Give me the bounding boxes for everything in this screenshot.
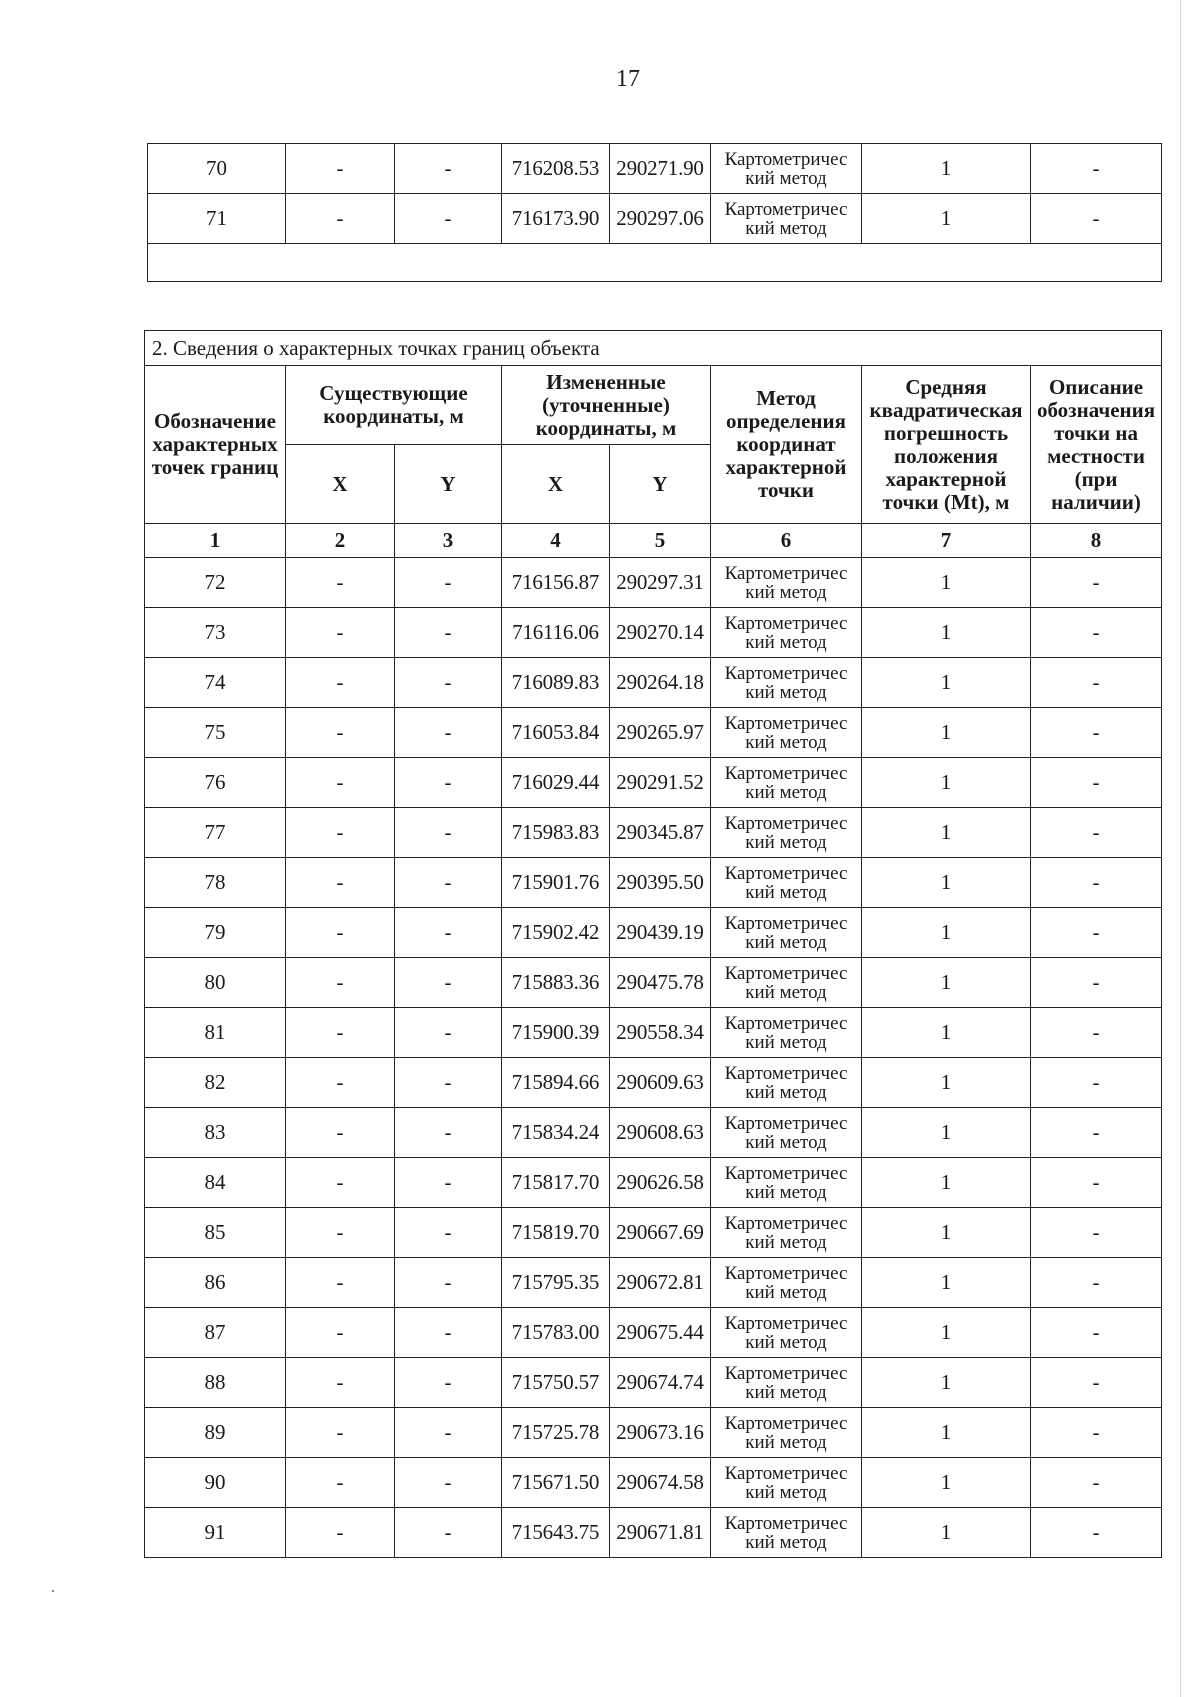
coord-x-cell: 716116.06	[502, 608, 610, 658]
description-cell: -	[1031, 1408, 1162, 1458]
table-row	[145, 958, 1162, 1008]
coord-x-cell: 716029.44	[502, 758, 610, 808]
point-number-cell: 74	[145, 658, 286, 708]
method-cell: Картометричес кий метод	[711, 808, 862, 858]
coord-x-cell: 715902.42	[502, 908, 610, 958]
header-method: Метод определения координат характерной точки	[711, 366, 862, 524]
table-row	[145, 1308, 1162, 1358]
coord-x-cell: 716053.84	[502, 708, 610, 758]
continuation-table	[147, 143, 1162, 282]
point-number-cell: 87	[145, 1308, 286, 1358]
existing-x-cell: -	[286, 194, 395, 244]
point-number-cell: 86	[145, 1258, 286, 1308]
table-row	[145, 908, 1162, 958]
table-row	[145, 1408, 1162, 1458]
coord-x-cell: 716089.83	[502, 658, 610, 708]
point-number-cell: 72	[145, 558, 286, 608]
table-row	[145, 1508, 1162, 1558]
header-description: Описание обозначения точки на местности (при наличии)	[1031, 366, 1162, 524]
column-number: 3	[395, 524, 502, 558]
point-number-cell: 73	[145, 608, 286, 658]
existing-x-cell: -	[286, 1508, 395, 1558]
existing-y-cell: -	[395, 1108, 502, 1158]
mean-error-cell: 1	[862, 1258, 1031, 1308]
coord-y-cell: 290558.34	[610, 1008, 711, 1058]
coord-x-cell: 715983.83	[502, 808, 610, 858]
scan-speck	[52, 1590, 54, 1592]
coord-x-cell: 715819.70	[502, 1208, 610, 1258]
description-cell: -	[1031, 708, 1162, 758]
scan-edge-line	[1180, 0, 1181, 1697]
coord-x-cell: 716156.87	[502, 558, 610, 608]
coord-y-cell: 290264.18	[610, 658, 711, 708]
method-cell: Картометричес кий метод	[711, 1258, 862, 1308]
header-point-designation: Обозначение характерных точек границ	[145, 366, 286, 524]
point-number-cell: 89	[145, 1408, 286, 1458]
existing-x-cell: -	[286, 144, 395, 194]
coord-y-cell: 290674.58	[610, 1458, 711, 1508]
point-number-cell: 78	[145, 858, 286, 908]
table-row	[145, 1208, 1162, 1258]
point-number-cell: 75	[145, 708, 286, 758]
point-number-cell: 84	[145, 1158, 286, 1208]
coord-y-cell: 290673.16	[610, 1408, 711, 1458]
method-cell: Картометричес кий метод	[711, 1208, 862, 1258]
existing-y-cell: -	[395, 1008, 502, 1058]
column-number: 6	[711, 524, 862, 558]
existing-x-cell: -	[286, 1408, 395, 1458]
point-number-cell: 85	[145, 1208, 286, 1258]
coord-x-cell: 715725.78	[502, 1408, 610, 1458]
column-number: 1	[145, 524, 286, 558]
point-number-cell: 80	[145, 958, 286, 1008]
mean-error-cell: 1	[862, 1208, 1031, 1258]
existing-x-cell: -	[286, 608, 395, 658]
point-number-cell: 91	[145, 1508, 286, 1558]
mean-error-cell: 1	[862, 758, 1031, 808]
coord-y-cell: 290608.63	[610, 1108, 711, 1158]
mean-error-cell: 1	[862, 858, 1031, 908]
existing-y-cell: -	[395, 1058, 502, 1108]
description-cell: -	[1031, 1508, 1162, 1558]
existing-y-cell: -	[395, 1408, 502, 1458]
coord-x-cell: 716173.90	[502, 194, 610, 244]
header-changed-y: Y	[610, 445, 711, 524]
existing-x-cell: -	[286, 658, 395, 708]
existing-y-cell: -	[395, 1508, 502, 1558]
method-cell: Картометричес кий метод	[711, 1508, 862, 1558]
existing-x-cell: -	[286, 558, 395, 608]
boundary-points-body	[145, 558, 1162, 1558]
coord-y-cell: 290475.78	[610, 958, 711, 1008]
description-cell: -	[1031, 1308, 1162, 1358]
existing-y-cell: -	[395, 808, 502, 858]
existing-x-cell: -	[286, 808, 395, 858]
coord-x-cell: 715901.76	[502, 858, 610, 908]
method-cell: Картометричес кий метод	[711, 658, 862, 708]
table-row	[145, 608, 1162, 658]
mean-error-cell: 1	[862, 708, 1031, 758]
column-number: 7	[862, 524, 1031, 558]
existing-y-cell: -	[395, 608, 502, 658]
existing-y-cell: -	[395, 1158, 502, 1208]
header-existing-coords: Существующие координаты, м	[286, 366, 502, 445]
point-number-cell: 81	[145, 1008, 286, 1058]
mean-error-cell: 1	[862, 1058, 1031, 1108]
method-cell: Картометричес кий метод	[711, 1008, 862, 1058]
coord-y-cell: 290297.06	[610, 194, 711, 244]
table-row	[145, 658, 1162, 708]
method-cell: Картометричес кий метод	[711, 194, 862, 244]
coord-y-cell: 290270.14	[610, 608, 711, 658]
mean-error-cell: 1	[862, 658, 1031, 708]
method-cell: Картометричес кий метод	[711, 144, 862, 194]
existing-x-cell: -	[286, 858, 395, 908]
point-number-cell: 77	[145, 808, 286, 858]
table-row	[145, 1258, 1162, 1308]
coord-y-cell: 290626.58	[610, 1158, 711, 1208]
description-cell: -	[1031, 1258, 1162, 1308]
description-cell: -	[1031, 1058, 1162, 1108]
existing-y-cell: -	[395, 1308, 502, 1358]
mean-error-cell: 1	[862, 808, 1031, 858]
method-cell: Картометричес кий метод	[711, 1458, 862, 1508]
table-row	[145, 858, 1162, 908]
boundary-points-table	[144, 330, 1162, 1558]
existing-y-cell: -	[395, 658, 502, 708]
mean-error-cell: 1	[862, 558, 1031, 608]
existing-y-cell: -	[395, 1258, 502, 1308]
description-cell: -	[1031, 1108, 1162, 1158]
existing-x-cell: -	[286, 1208, 395, 1258]
coord-x-cell: 715783.00	[502, 1308, 610, 1358]
existing-x-cell: -	[286, 1108, 395, 1158]
mean-error-cell: 1	[862, 1308, 1031, 1358]
coord-x-cell: 715643.75	[502, 1508, 610, 1558]
coord-x-cell: 715900.39	[502, 1008, 610, 1058]
coord-y-cell: 290439.19	[610, 908, 711, 958]
point-number-cell: 71	[148, 194, 286, 244]
header-mean-error: Средняя квадратическая погрешность положения характерной точки (Mt), м	[862, 366, 1031, 524]
description-cell: -	[1031, 144, 1162, 194]
method-cell: Картометричес кий метод	[711, 758, 862, 808]
header-existing-y: Y	[395, 445, 502, 524]
mean-error-cell: 1	[862, 1158, 1031, 1208]
method-cell: Картометричес кий метод	[711, 908, 862, 958]
table-row	[145, 1158, 1162, 1208]
point-number-cell: 88	[145, 1358, 286, 1408]
description-cell: -	[1031, 858, 1162, 908]
existing-y-cell: -	[395, 1458, 502, 1508]
existing-x-cell: -	[286, 958, 395, 1008]
description-cell: -	[1031, 758, 1162, 808]
table-row	[145, 1458, 1162, 1508]
coord-y-cell: 290291.52	[610, 758, 711, 808]
method-cell: Картометричес кий метод	[711, 608, 862, 658]
existing-x-cell: -	[286, 1258, 395, 1308]
mean-error-cell: 1	[862, 908, 1031, 958]
existing-x-cell: -	[286, 1308, 395, 1358]
table-row	[145, 758, 1162, 808]
continuation-table-body	[148, 144, 1162, 244]
mean-error-cell: 1	[862, 194, 1031, 244]
coord-x-cell: 715671.50	[502, 1458, 610, 1508]
table-row	[148, 144, 1162, 194]
description-cell: -	[1031, 808, 1162, 858]
method-cell: Картометричес кий метод	[711, 958, 862, 1008]
header-existing-x: X	[286, 445, 395, 524]
coord-y-cell: 290395.50	[610, 858, 711, 908]
point-number-cell: 79	[145, 908, 286, 958]
table-row	[148, 194, 1162, 244]
table-row	[145, 1008, 1162, 1058]
method-cell: Картометричес кий метод	[711, 1308, 862, 1358]
coord-y-cell: 290271.90	[610, 144, 711, 194]
column-number: 8	[1031, 524, 1162, 558]
coord-y-cell: 290675.44	[610, 1308, 711, 1358]
description-cell: -	[1031, 1008, 1162, 1058]
coord-x-cell: 715795.35	[502, 1258, 610, 1308]
table-row	[145, 1108, 1162, 1158]
description-cell: -	[1031, 1358, 1162, 1408]
description-cell: -	[1031, 958, 1162, 1008]
existing-x-cell: -	[286, 1158, 395, 1208]
description-cell: -	[1031, 194, 1162, 244]
point-number-cell: 82	[145, 1058, 286, 1108]
table-row	[145, 1358, 1162, 1408]
coord-y-cell: 290667.69	[610, 1208, 711, 1258]
coord-y-cell: 290345.87	[610, 808, 711, 858]
description-cell: -	[1031, 1158, 1162, 1208]
existing-y-cell: -	[395, 144, 502, 194]
description-cell: -	[1031, 558, 1162, 608]
description-cell: -	[1031, 608, 1162, 658]
method-cell: Картометричес кий метод	[711, 1358, 862, 1408]
coord-x-cell: 715750.57	[502, 1358, 610, 1408]
point-number-cell: 76	[145, 758, 286, 808]
coord-y-cell: 290671.81	[610, 1508, 711, 1558]
mean-error-cell: 1	[862, 1108, 1031, 1158]
table-row	[145, 708, 1162, 758]
mean-error-cell: 1	[862, 1008, 1031, 1058]
method-cell: Картометричес кий метод	[711, 1158, 862, 1208]
page-number: 17	[616, 66, 640, 92]
mean-error-cell: 1	[862, 1408, 1031, 1458]
existing-x-cell: -	[286, 1058, 395, 1108]
coord-x-cell: 715817.70	[502, 1158, 610, 1208]
coord-y-cell: 290609.63	[610, 1058, 711, 1108]
coord-x-cell: 715834.24	[502, 1108, 610, 1158]
existing-y-cell: -	[395, 858, 502, 908]
existing-x-cell: -	[286, 1458, 395, 1508]
method-cell: Картометричес кий метод	[711, 1058, 862, 1108]
description-cell: -	[1031, 1458, 1162, 1508]
point-number-cell: 83	[145, 1108, 286, 1158]
mean-error-cell: 1	[862, 1358, 1031, 1408]
mean-error-cell: 1	[862, 1458, 1031, 1508]
method-cell: Картометричес кий метод	[711, 708, 862, 758]
column-number-row	[145, 524, 1162, 558]
existing-y-cell: -	[395, 1208, 502, 1258]
method-cell: Картометричес кий метод	[711, 1108, 862, 1158]
existing-y-cell: -	[395, 194, 502, 244]
method-cell: Картометричес кий метод	[711, 558, 862, 608]
blank-row	[148, 244, 1162, 282]
description-cell: -	[1031, 658, 1162, 708]
method-cell: Картометричес кий метод	[711, 858, 862, 908]
mean-error-cell: 1	[862, 144, 1031, 194]
mean-error-cell: 1	[862, 958, 1031, 1008]
coord-y-cell: 290265.97	[610, 708, 711, 758]
existing-x-cell: -	[286, 908, 395, 958]
header-changed-coords: Измененные (уточненные) координаты, м	[502, 366, 711, 445]
coord-x-cell: 715883.36	[502, 958, 610, 1008]
existing-y-cell: -	[395, 558, 502, 608]
mean-error-cell: 1	[862, 608, 1031, 658]
existing-x-cell: -	[286, 1358, 395, 1408]
column-number: 4	[502, 524, 610, 558]
existing-x-cell: -	[286, 758, 395, 808]
existing-y-cell: -	[395, 708, 502, 758]
column-number: 2	[286, 524, 395, 558]
existing-y-cell: -	[395, 908, 502, 958]
header-changed-x: X	[502, 445, 610, 524]
description-cell: -	[1031, 1208, 1162, 1258]
blank-cell	[148, 244, 1162, 282]
existing-y-cell: -	[395, 958, 502, 1008]
description-cell: -	[1031, 908, 1162, 958]
existing-x-cell: -	[286, 1008, 395, 1058]
table-row	[145, 808, 1162, 858]
mean-error-cell: 1	[862, 1508, 1031, 1558]
section-title: 2. Сведения о характерных точках границ объекта	[145, 331, 1162, 366]
coord-y-cell: 290297.31	[610, 558, 711, 608]
coord-x-cell: 715894.66	[502, 1058, 610, 1108]
column-number: 5	[610, 524, 711, 558]
table-row	[145, 1058, 1162, 1108]
coord-y-cell: 290672.81	[610, 1258, 711, 1308]
existing-y-cell: -	[395, 1358, 502, 1408]
point-number-cell: 90	[145, 1458, 286, 1508]
coord-x-cell: 716208.53	[502, 144, 610, 194]
coord-y-cell: 290674.74	[610, 1358, 711, 1408]
existing-x-cell: -	[286, 708, 395, 758]
table-row	[145, 558, 1162, 608]
existing-y-cell: -	[395, 758, 502, 808]
point-number-cell: 70	[148, 144, 286, 194]
method-cell: Картометричес кий метод	[711, 1408, 862, 1458]
